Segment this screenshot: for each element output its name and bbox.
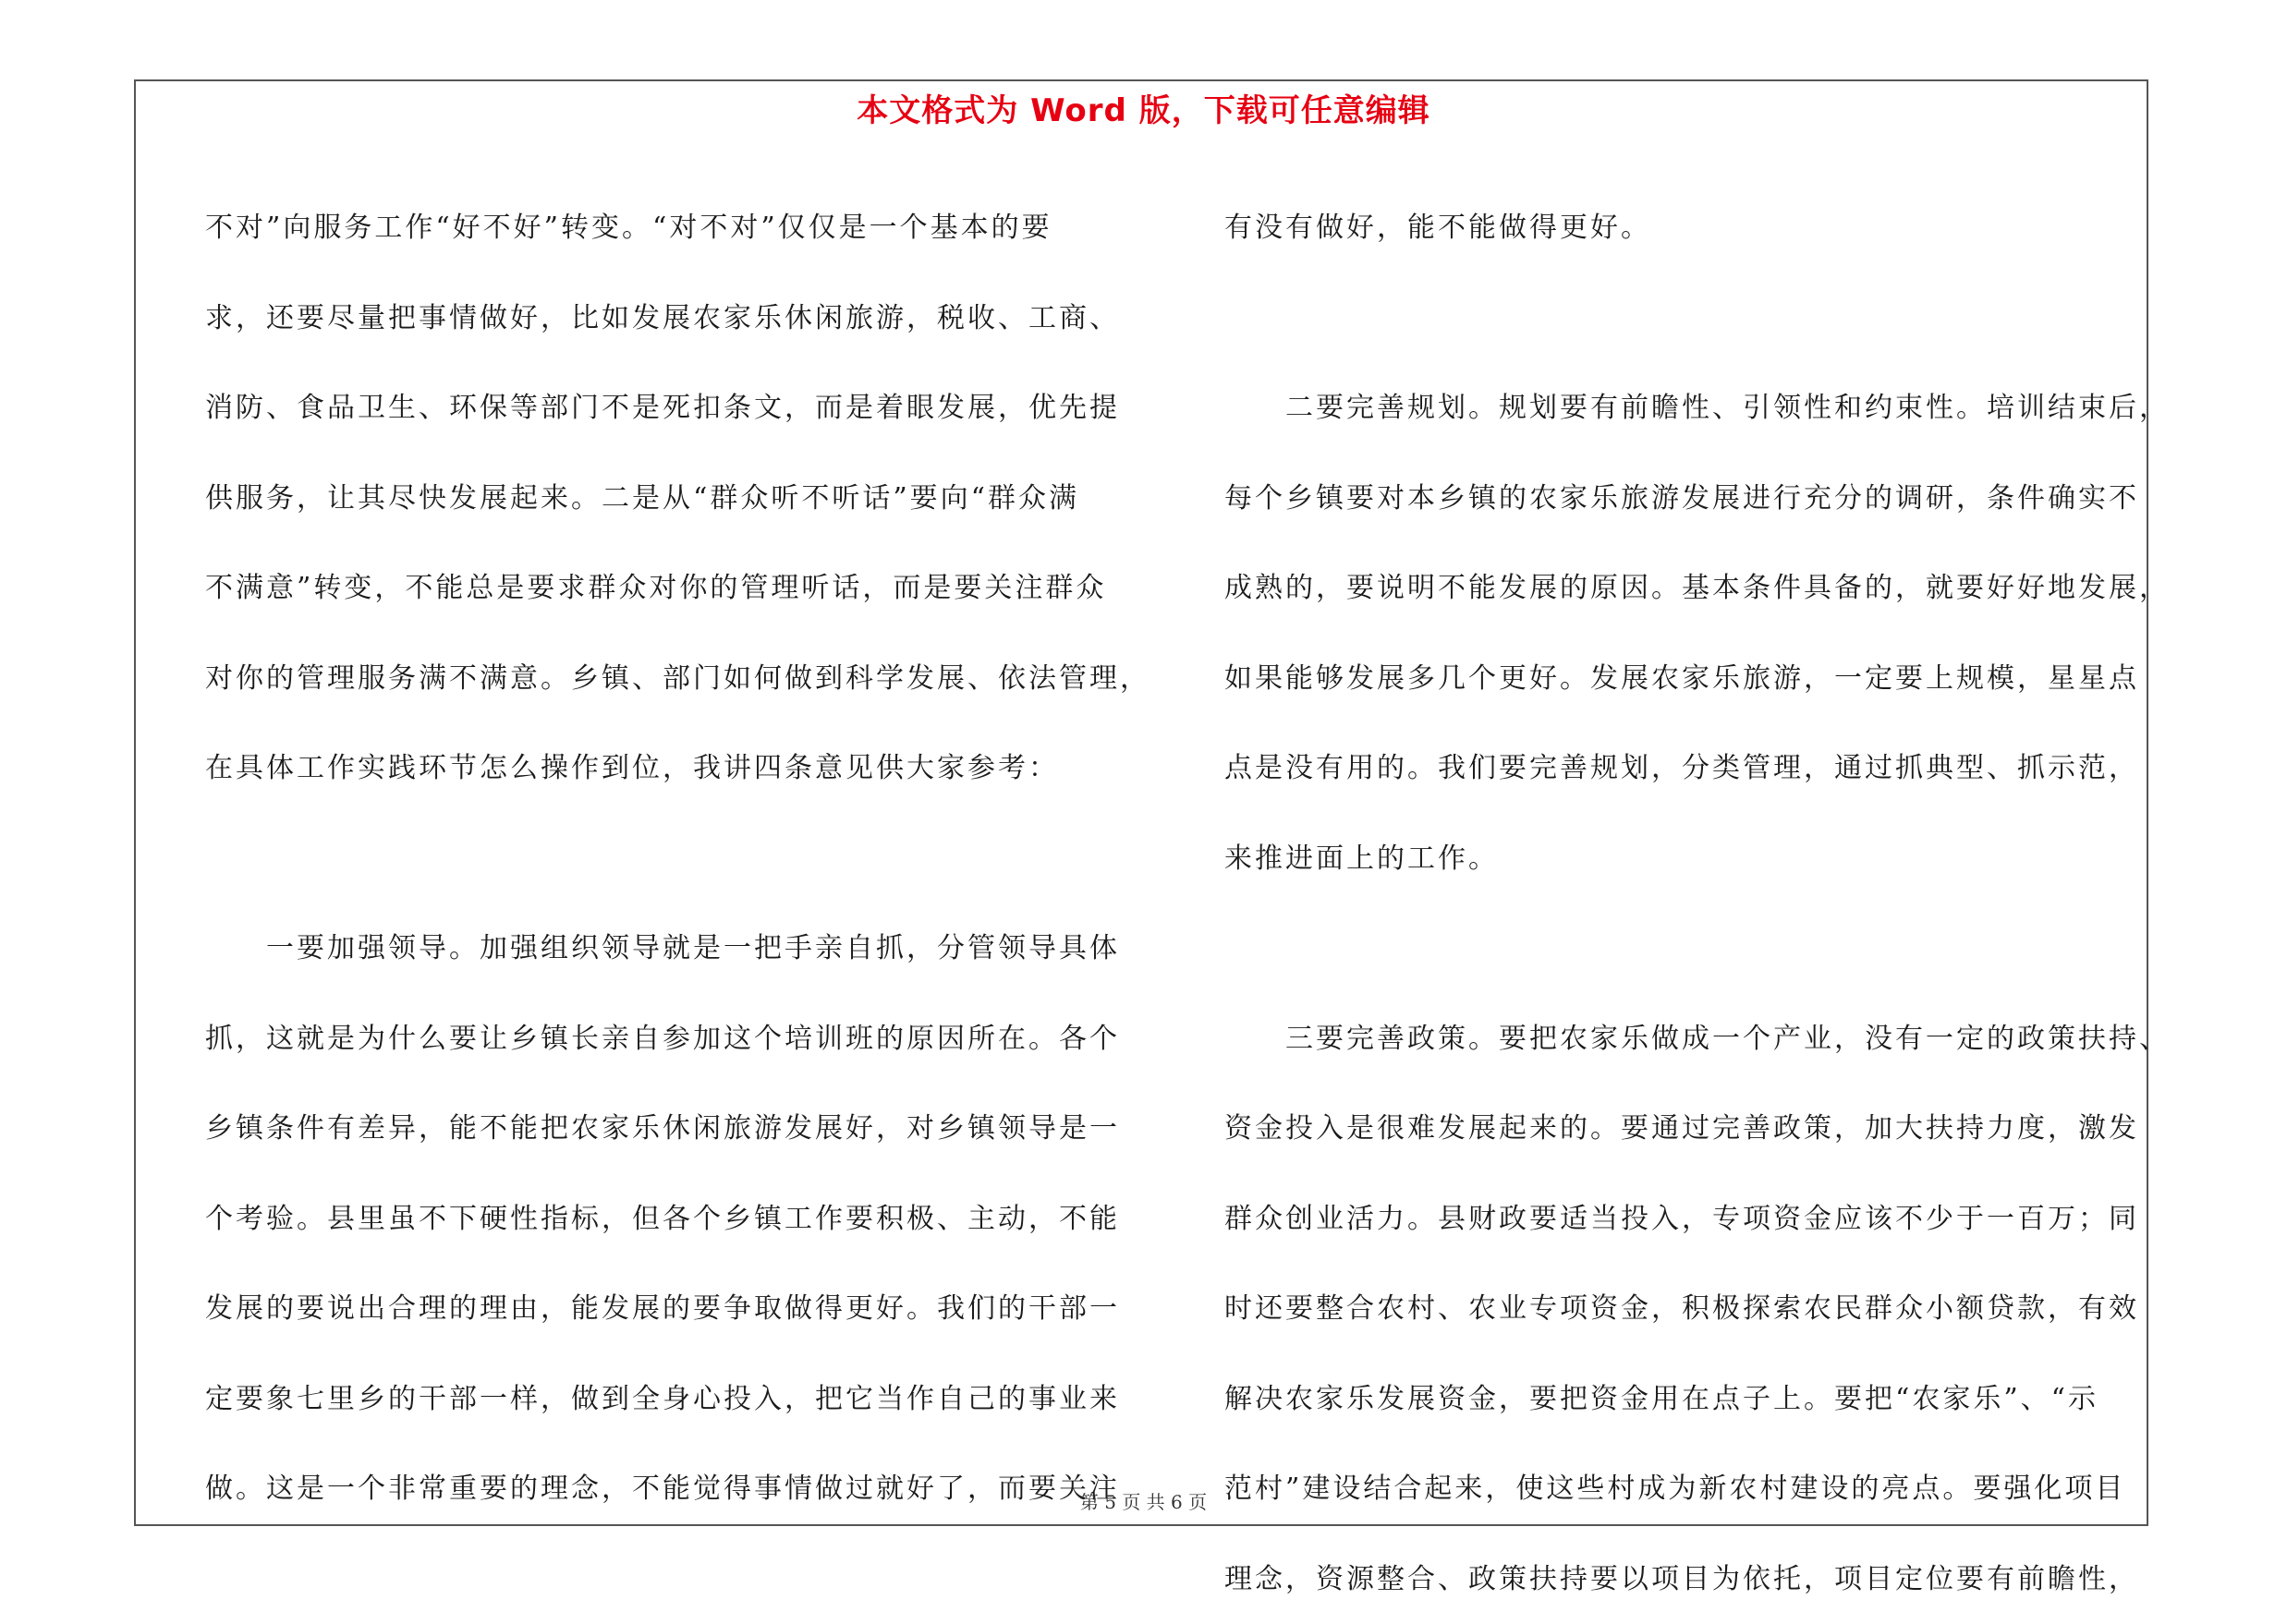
text-line: 在具体工作实践环节怎么操作到位，我讲四条意见供大家参考： bbox=[205, 723, 1129, 814]
text-line: 不对”向服务工作“好不好”转变。“对不对”仅仅是一个基本的要 bbox=[205, 183, 1129, 273]
text-line: 个考验。县里虽不下硬性指标，但各个乡镇工作要积极、主动，不能 bbox=[205, 1174, 1129, 1265]
right-column bbox=[1224, 183, 2148, 1624]
text-line: 乡镇条件有差异，能不能把农家乐休闲旅游发展好，对乡镇领导是一 bbox=[205, 1084, 1129, 1174]
text-line: 范村”建设结合起来，使这些村成为新农村建设的亮点。要强化项目 bbox=[1224, 1444, 2148, 1534]
paragraph-gap bbox=[205, 814, 1129, 904]
text-line: 有没有做好，能不能做得更好。 bbox=[1224, 183, 2148, 273]
text-line: 点是没有用的。我们要完善规划，分类管理，通过抓典型、抓示范， bbox=[1224, 723, 2148, 814]
text-line: 求，还要尽量把事情做好，比如发展农家乐休闲旅游，税收、工商、 bbox=[205, 273, 1129, 364]
text-line: 一要加强领导。加强组织领导就是一把手亲自抓，分管领导具体 bbox=[205, 903, 1129, 994]
text-line: 做。这是一个非常重要的理念，不能觉得事情做过就好了，而要关注 bbox=[205, 1444, 1129, 1534]
text-line: 时还要整合农村、农业专项资金，积极探索农民群众小额贷款，有效 bbox=[1224, 1264, 2148, 1354]
text-line: 成熟的，要说明不能发展的原因。基本条件具备的，就要好好地发展， bbox=[1224, 543, 2148, 634]
text-line: 每个乡镇要对本乡镇的农家乐旅游发展进行充分的调研，条件确实不 bbox=[1224, 454, 2148, 544]
text-line: 解决农家乐发展资金，要把资金用在点子上。要把“农家乐”、“示 bbox=[1224, 1354, 2148, 1445]
text-line: 消防、食品卫生、环保等部门不是死扣条文，而是着眼发展，优先提 bbox=[205, 363, 1129, 454]
text-line: 发展的要说出合理的理由，能发展的要争取做得更好。我们的干部一 bbox=[205, 1264, 1129, 1354]
paragraph-gap bbox=[1224, 273, 2148, 364]
page-number: 第 5 页 共 6 页 bbox=[0, 1487, 2287, 1514]
text-line: 抓，这就是为什么要让乡镇长亲自参加这个培训班的原因所在。各个 bbox=[205, 994, 1129, 1085]
text-line: 理念，资源整合、政策扶持要以项目为依托，项目定位要有前瞻性， bbox=[1224, 1534, 2148, 1624]
left-column bbox=[205, 183, 1129, 1534]
format-banner: 本文格式为 Word 版，下载可任意编辑 bbox=[0, 85, 2287, 130]
text-line: 资金投入是很难发展起来的。要通过完善政策，加大扶持力度，激发 bbox=[1224, 1084, 2148, 1174]
text-line: 定要象七里乡的干部一样，做到全身心投入，把它当作自己的事业来 bbox=[205, 1354, 1129, 1445]
paragraph-gap bbox=[1224, 903, 2148, 994]
text-line: 不满意”转变，不能总是要求群众对你的管理听话，而是要关注群众 bbox=[205, 543, 1129, 634]
text-line: 群众创业活力。县财政要适当投入，专项资金应该不少于一百万；同 bbox=[1224, 1174, 2148, 1265]
text-line: 来推进面上的工作。 bbox=[1224, 814, 2148, 904]
text-line: 供服务，让其尽快发展起来。二是从“群众听不听话”要向“群众满 bbox=[205, 454, 1129, 544]
text-line: 二要完善规划。规划要有前瞻性、引领性和约束性。培训结束后， bbox=[1224, 363, 2148, 454]
text-line: 三要完善政策。要把农家乐做成一个产业，没有一定的政策扶持、 bbox=[1224, 994, 2148, 1085]
text-line: 如果能够发展多几个更好。发展农家乐旅游，一定要上规模，星星点 bbox=[1224, 634, 2148, 724]
text-line: 对你的管理服务满不满意。乡镇、部门如何做到科学发展、依法管理， bbox=[205, 634, 1129, 724]
